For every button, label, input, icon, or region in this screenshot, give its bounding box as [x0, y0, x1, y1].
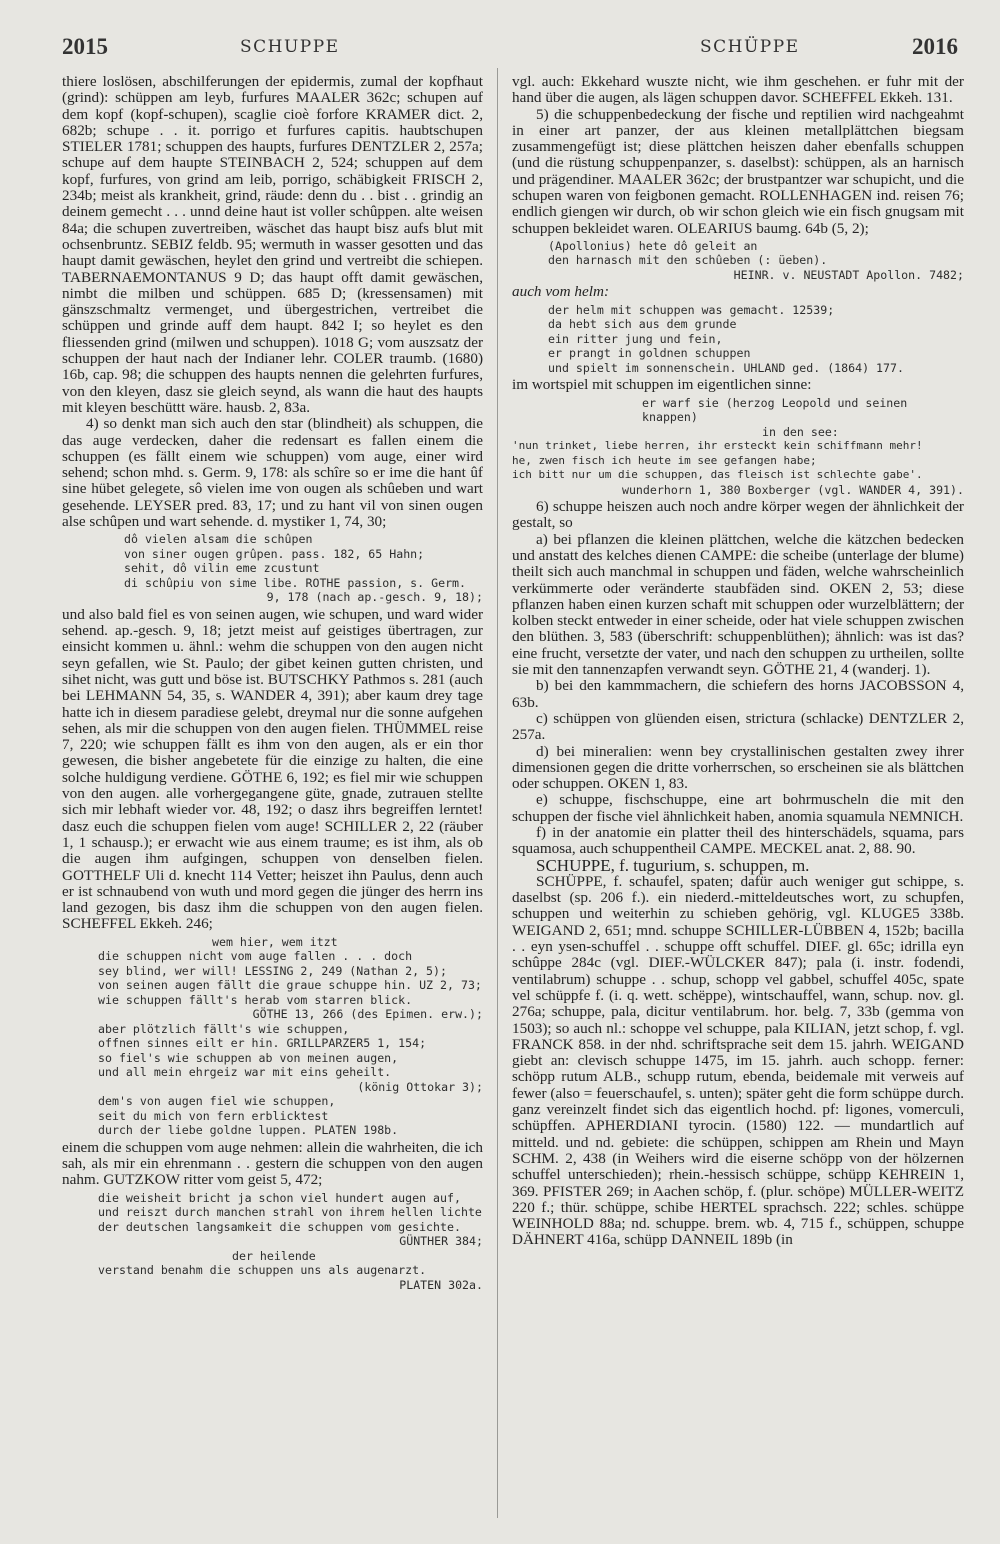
quote-source: GÖTHE 13, 266 (des Epimen. erw.); [252, 1007, 483, 1022]
entry-paragraph: a) bei pflanzen die kleinen plättchen, welche die kätzchen bedecken und anstatt des kelches dienen CAMPE: die scheibe (unterlage der blume) theilt sich auch manchmal in schuppen und fäden, welche wahrscheinlich verkümmerte oder veränderte staubfäden sind. OKEN 2, 53; diese pflanzen haben einen kurzen schaft mit schuppen oder wurzelblättern; der kolben steckt entweder in einer scheide, oder hat viele schuppen zwischen den blüthen. 3, 583 (überschrift: schuppenblüthen); ähnlich: was ist das? eine frucht, versetzte der vater, und nach den schuppen zu urtheilen, sollte sie mit den tannenzapfen verwandt seyn. GÖTHE 21, 4 (wanderj. 1). [512, 530, 964, 679]
entry-paragraph: f) in der anatomie ein platter theil des hinterschädels, squama, pars squamosa, auch schuppentheil CAMPE. MECKEL anat. 2, 88. 90. [512, 824, 964, 858]
quote-line: dem's von augen fiel wie schuppen, [98, 1094, 336, 1109]
quote-line: und spielt im sonnenschein. UHLAND ged. (1864) 177. [548, 360, 904, 375]
entry-paragraph: e) schuppe, fischschuppe, eine art bohrmuscheln die mit den schuppen der fische viel ähnlichkeit haben, anomia squamula NEMNICH. [512, 791, 964, 825]
entry-paragraph: einem die schuppen vom auge nehmen: allein die wahrheiten, die ich sah, als mir ein ehrenmann . . gestern die schuppen von den augen nahm. GUTZKOW ritter vom geist 5, 472; [62, 1138, 483, 1189]
quote-line: der helm mit schuppen was gemacht. 12539; [548, 302, 835, 317]
quote-line: (Apollonius) hete dô geleit an [548, 238, 758, 253]
quote-line: von seinen augen fällt die graue schuppe hin. UZ 2, 73; [98, 978, 482, 993]
quote-line: sehit, dô vilin eme zcustunt [124, 561, 320, 576]
quote-line: von siner ougen grûpen. pass. 182, 65 Hahn; [124, 546, 425, 561]
quote-line: ein ritter jung und fein, [548, 331, 723, 346]
quote-line: er warf sie (herzog Leopold und seinen knappen) [642, 395, 908, 425]
column-divider [497, 68, 498, 1518]
quote-line: er prangt in goldnen schuppen [548, 346, 751, 361]
right-page-number: 2016 [912, 34, 958, 59]
entry-paragraph: thiere loslösen, abschilferungen der epidermis, zumal der kopfhaut (grind): schüppen am leyb, furfures MAALER 362c; schupen auf dem kopf (kopf-schupen), scaglie cioè forfore KRAMER dict. 2, 682b; schupe . . it. porrigo et furfures capitis. haubtschupen STIELER 1781; schuppen des haupts, furfures DENTZLER 2, 257a; schupe auf dem haupte STEINBACH 2, 524; schuppen auf dem kopf, furfures, von grind am leib, porrigo, schäbigkeit FRISCH 2, 234b; meist als krankheit, grind, räude: denn du . . bist . . grindig an deinem gemecht . . . unnd deine haut ist voller schûppen. alte weisen 84a; die schupen zuvertreiben, wäschet das haupt bisz aufs blut mit ochsenbruntz. SEBIZ feldb. 95; wermuth in wasser gesotten und das haupt damit gewäschen, heylet den grind und vertreibt die schiepen. TABERNAEMONTANUS 9 D; das haupt offt damit gewäschen, nimbt die milben und schüppen. 685 D; (kressensamen) mit gänszschmaltz vermenget, und übergestrichen, vertreibet die schüppen und grinde auff dem haupt. 842 I; so heylet es den fliessenden grind (milwen und schuppen). 1018 G; vom auszsatz der schuppen der haut nach der Indianer lehr. COLER traumb. (1680) 16b, cap. 98; die schuppen des haupts nennen die gelehrten furfures, von den kleyen, dasz sie gleich seynd, als wann die haut des haupts mit kleyen beschüttt wäre. hausb. 2, 83a. [62, 73, 483, 416]
quote-line: die schuppen nicht vom auge fallen . . . doch [98, 949, 413, 964]
quote-line: wem hier, wem itzt [212, 934, 338, 949]
quote-line: und reiszt durch manchen strahl von ihrem hellen lichte [98, 1205, 482, 1220]
quote-line: wie schuppen fällt's herab vom starren blick. [98, 992, 413, 1007]
quote-line: der deutschen langsamkeit die schuppen vom gesichte. [98, 1219, 461, 1234]
quotation-block [62, 935, 483, 1138]
quote-line: durch der liebe goldne luppen. PLATEN 198b. [98, 1123, 399, 1138]
quote-source: (könig Ottokar 3); [357, 1079, 483, 1094]
entry-paragraph: b) bei den kammmachern, die schiefern des horns JACOBSSON 4, 63b. [512, 677, 964, 711]
entry-paragraph: und also bald fiel es von seinen augen, wie schupen, und ward wider sehend. ap.-gesch. 9, 18; jetzt meist auf geistiges übertragen, zur einsicht kommen u. ähnl.: wehm die schuppen von den augen nicht seyn gefallen, wie St. Paulo; der gibet keinen gutten christen, und sihet nicht, was gutt und böse ist. BUTSCHKY Pathmos s. 281 (auch bei LEHMANN 54, 35, s. WANDER 4, 391); aber kaum drey tage hatte ich in diesem paradiese gelebt, dreymal nur die sonne aufgehen sehen, als mir die schuppen von den augen fielen. THÜMMEL reise 7, 220; wie schuppen fällt es ihm von den augen, als er ein thor gewesen, die bisher angebetete für die einzige zu halten, die eine solche huldigung verdiene. GÖTHE 6, 192; es fiel mir wie schuppen von den augen. alle vorhergegangene güte, gnade, zutrauen stellte sich mir lebhaft wieder vor. 48, 192; o dasz ihrs begreiffen lerntet! dasz euch die schuppen fielen vom auge! SCHILLER 2, 22 (räuber 1, 1 schausp.); er erwacht wie aus einem traume; es ist ihm, als ob die augen ihm aufgingen, schuppen von denselben fielen. GOTTHELF Uli d. knecht 114 Vetter; heiszet ihn Paulus, denn auch er ist schnaubend von wuth und mord gegen die jünger des herrn ins land gezogen, bis dasz ihm die schuppen von den augen fielen. SCHEFFEL Ekkeh. 246; [62, 605, 483, 933]
left-page-number: 2015 [62, 34, 108, 59]
quote-line: der heilende [232, 1248, 316, 1263]
left-column [62, 74, 483, 1292]
right-column [512, 74, 964, 1249]
quote-line: den harnasch mit den schûeben (: üeben). [548, 253, 828, 268]
right-running-head: SCHÜPPE [700, 37, 800, 57]
quotation-block [512, 303, 964, 376]
quotation-block [62, 532, 483, 605]
quote-line: di schûpiu von sime libe. ROTHE passion, s. Germ. [124, 575, 467, 590]
quote-source: GÜNTHER 384; [399, 1234, 483, 1249]
quote-line: in den see: [762, 424, 839, 439]
quote-source: HEINR. v. NEUSTADT Apollon. 7482; [733, 267, 964, 282]
quote-line: so fiel's wie schuppen ab von meinen augen, [98, 1050, 399, 1065]
quote-source: wunderhorn 1, 380 Boxberger (vgl. WANDER 4, 391). [621, 482, 964, 497]
quotation-block [512, 396, 964, 498]
quote-line: ich bitt nur um die schuppen, das fleisch ist schlechte gabe'. [512, 468, 923, 482]
entry-paragraph: 6) schuppe heiszen auch noch andre körper wegen der ähnlichkeit der gestalt, so [512, 498, 964, 532]
quote-source: 9, 178 (nach ap.-gesch. 9, 18); [266, 590, 483, 605]
left-running-head: SCHUPPE [240, 37, 340, 57]
entry-paragraph: vgl. auch: Ekkehard wuszte nicht, wie ihm geschehen. er fuhr mit der hand über die augen, als lägen schuppen davor. SCHEFFEL Ekkeh. 131. [512, 73, 964, 107]
quote-line: offnen sinnes eilt er hin. GRILLPARZER5 1, 154; [98, 1036, 427, 1051]
entry-line: auch vom helm: [512, 283, 609, 301]
quote-line: die weisheit bricht ja schon viel hundert augen auf, [98, 1190, 461, 1205]
lemma-entry: SCHUPPE, f. tugurium, s. schuppen, m. [536, 855, 810, 875]
quote-line: seit du mich von fern erblicktest [98, 1108, 329, 1123]
entry-paragraph: d) bei mineralien: wenn bey crystallinischen gestalten zwey ihrer dimensionen gegen die dritte vorherrschen, so erscheinen sie als blättchen oder schuppen. OKEN 1, 83. [512, 742, 964, 793]
quote-line: verstand benahm die schuppen uns als augenarzt. [98, 1263, 427, 1278]
quote-source: PLATEN 302a. [399, 1277, 483, 1292]
entry-line: im wortspiel mit schuppen im eigentlichen sinne: [512, 376, 812, 394]
quote-line: dô vielen alsam die schûpen [124, 532, 313, 547]
lemma-entry: SCHÜPPE, f. schaufel, spaten; dafür auch weniger gut schippe, s. daselbst (sp. 206 f.). ein niederd.-mitteldeutsches wort, zu schupfen, schuppen und weiterhin zu schieben gehörig, vgl. KLUGE5 338b. WEIGAND 2, 651; mnd. schuppe SCHILLER-LÜBBEN 4, 152b; bacilla . . eyn ysen-schuffel . . schuppe offt schuffel. DIEF. gl. 65c; idrilla eyn schûppe 284c (vgl. DIEF.-WÜLCKER 847); pala (i. instr. fodendi, ventilabrum) schuppe . . schup, schopp vel gabbel, schuffel 405c, spate vel schüppfe f. (i. q. wett. schëppe), wintschauffel, wann, schup. nov. gl. 276a; schuppe, pala, dicitur ventilabrum. hor. belg. 7, 33b (gemma von 1503); so auch nl.: schoppe vel schuppe, pala KILIAN, jetzt schop, f. vgl. FRANCK 858. in der nhd. schriftsprache seit dem 15. jahrh. WEIGAND giebt an: clevisch schuppe 1475, im 15. jahrh. auch schopp. ferner: schöpp rutum ALB., schupp rutum, ebenda, beidemale mit verweis auf fewer (also = feuerschaufel, s. unten); später geht die form schüppe durch. ganz vereinzelt findet sich das eigentlich hochd. pf: ligones, vomerculi, schüpffen. APHERDIANI tyrocin. (1580) 122. — mundartlich auf mitteld. und nd. gebiete: die schüppen, schippen am Rhein und Mayn SCHM. 2, 438 (in Weihers wird die eiserne schöpp von der hölzernen schuffel unterschieden); rhein.-hessisch schüppe, schüpp KEHREIN 1, 369. PFISTER 269; in Aachen schöp, f. (plur. schöpe) MÜLLER-WEITZ 220 f.; thür. schüppe, schibe HERTEL sprachsch. 222; schles. schüppe WEINHOLD 88a; nd. schuppe. brem. wb. 4, 715 f., schüppen, schuppe DÄHNERT 416a, schüpp DANNEIL 189b (in [512, 872, 964, 1249]
entry-paragraph: 5) die schuppenbedeckung der fische und reptilien wird nachgeahmt in einer art panzer, der aus kleinen metallplättchen biegsam zusammengefügt ist; diese plättchen heiszen daher ebenfalls schuppen (und die rüstung schuppenpanzer, s. daselbst): schüppen, als an harnisch und prägendiner. MAALER 362c; der brustpantzer war schupicht, und die schupen waren von feigbonen gemacht. ROLLENHAGEN ind. reisen 76; endlich giengen wir durch, ob wir schon gleich wie ein fisch gnugsam mit schuppen bekleidet waren. OLEARIUS baumg. 64b (5, 2); [512, 105, 964, 237]
quotation-block [62, 1191, 483, 1293]
entry-paragraph: 4) so denkt man sich auch den star (blindheit) als schuppen, die das auge verdecken, daher die redensart es fallen einem die schuppen (es fällt einem wie schuppen) vom auge, einer wird sehend; schon mhd. s. Germ. 9, 178: als schîre so er ime die hant ûf sine hübet gelegete, sô vielen ime von ougen als schûeben und wart gesehende. LEYSER pred. 83, 17; und zu hant vil von sinen ougen alse schûpen und wart sehende. d. mystiker 1, 74, 30; [62, 415, 483, 531]
entry-paragraph: c) schüppen von glüenden eisen, strictura (schlacke) DENTZLER 2, 257a. [512, 709, 964, 744]
quote-line: sey blind, wer will! LESSING 2, 249 (Nathan 2, 5); [98, 963, 448, 978]
quote-line: und all mein ehrgeiz war mit eins geheilt. [98, 1065, 392, 1080]
quotation-block [512, 239, 964, 283]
quote-line: aber plötzlich fällt's wie schuppen, [98, 1021, 350, 1036]
quote-line: he, zwen fisch ich heute im see gefangen habe; [512, 453, 817, 467]
quote-line: da hebt sich aus dem grunde [548, 317, 737, 332]
quote-line: 'nun trinket, liebe herren, ihr ersteckt kein schiffmann mehr! [512, 439, 923, 453]
